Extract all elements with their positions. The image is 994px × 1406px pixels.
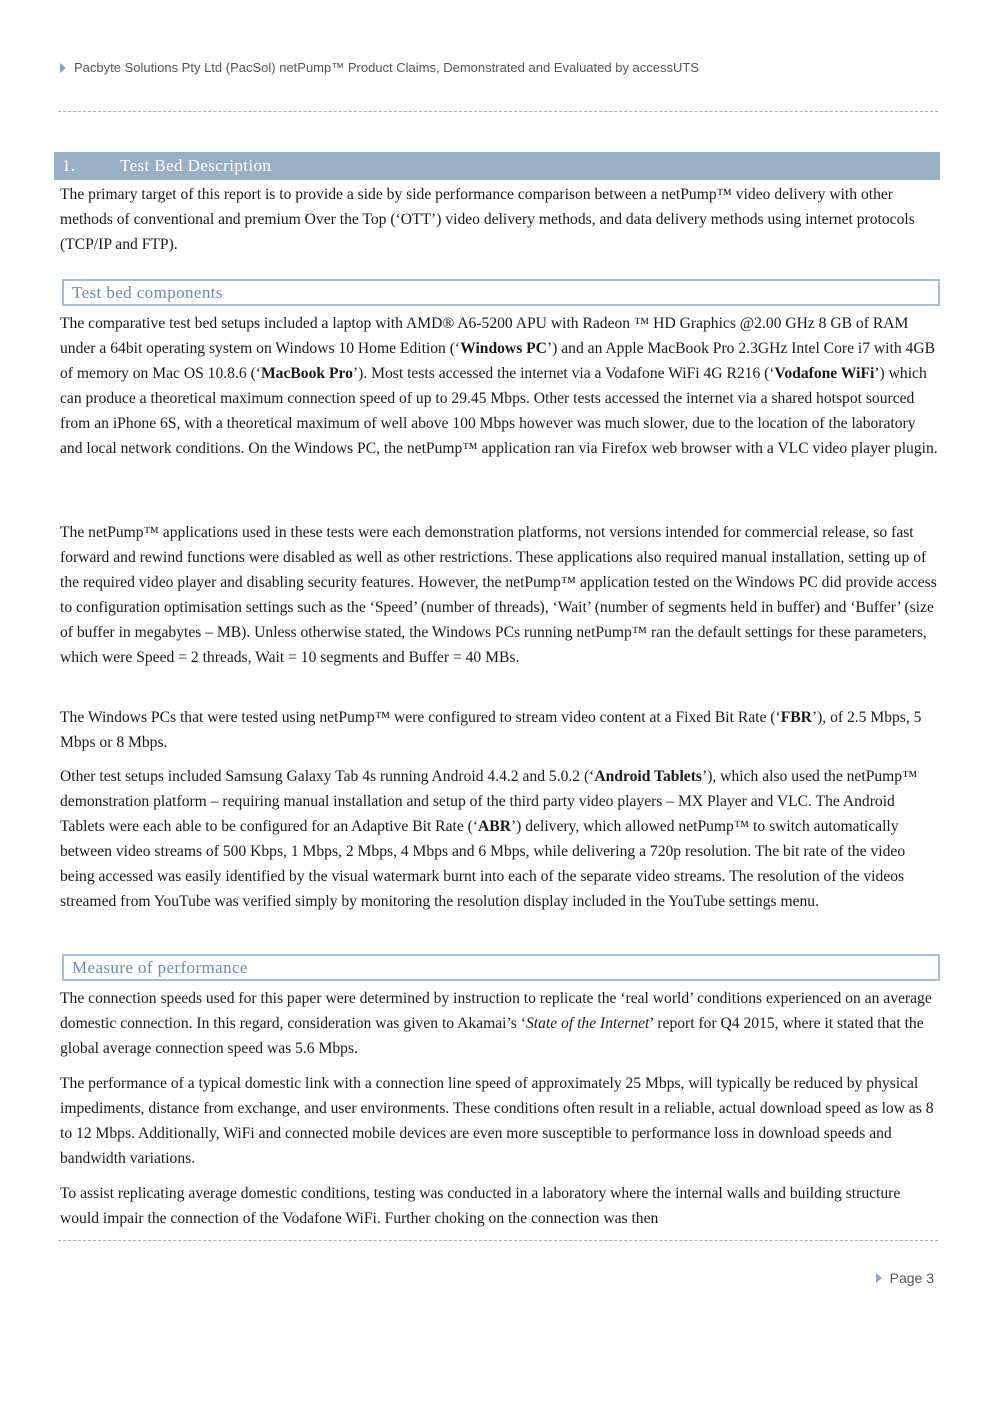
term-windows-pc: Windows PC [460, 340, 547, 357]
header-text: Pacbyte Solutions Pty Ltd (PacSol) netPump™ Product Claims, Demonstrated and Evaluated by accessUTS [74, 60, 700, 75]
subheading-measure-of-performance [62, 954, 940, 981]
section-title: Test Bed Description [120, 156, 272, 175]
page-footer [876, 1270, 934, 1286]
term-abr: ABR [478, 818, 511, 835]
components-paragraph-1: The comparative test bed setups included a laptop with AMD® A6-5200 APU with Radeon ™ HD Graphics @2.00 GHz 8 GB of RAM under a 64bit operating system on Windows 10 Home Edition (‘Windows PC’) and an Apple MacBook Pro 2.3GHz Intel Core i7 with 4GB of memory on Mac OS 10.8.6 (‘MacBook Pro’). Most tests accessed the internet via a Vodafone WiFi 4G R216 (‘Vodafone WiFi’) which can produce a theoretical maximum connection speed of up to 29.45 Mbps. Other tests accessed the internet via a shared hotspot sourced from an iPhone 6S, with a theoretical maximum of well above 100 Mbps however was much slower, due to the location of the laboratory and local network conditions. On the Windows PC, the netPump™ application ran via Firefox web browser with a VLC video player plugin. [60, 315, 938, 457]
term-fbr: FBR [780, 709, 812, 726]
header-divider [58, 111, 938, 112]
page-number: Page 3 [889, 1270, 934, 1286]
section-number: 1. [62, 156, 76, 175]
intro-paragraph: The primary target of this report is to provide a side by side performance comparison between a netPump™ video delivery with other methods of conventional and premium Over the Top (‘OTT’) video delivery methods, and data delivery methods using internet protocols (TCP/IP and FTP). [60, 186, 915, 253]
subheading-text: Test bed components [72, 282, 223, 302]
components-paragraph-3: The Windows PCs that were tested using netPump™ were configured to stream video content at a Fixed Bit Rate (‘FBR’), of 2.5 Mbps, 5 Mbps or 8 Mbps. [60, 709, 922, 751]
performance-paragraph-3: To assist replicating average domestic conditions, testing was conducted in a laboratory where the internal walls and building structure would impair the connection of the Vodafone WiFi. Further choking on the connection was then [60, 1185, 901, 1227]
triangle-bullet-icon [876, 1273, 882, 1283]
section-heading [54, 152, 940, 180]
performance-paragraph-2: The performance of a typical domestic link with a connection line speed of approximately 25 Mbps, will typically be reduced by physical impediments, distance from exchange, and user environments. These conditions often result in a reliable, actual download speed as low as 8 to 12 Mbps. Additionally, WiFi and connected mobile devices are even more susceptible to performance loss in download speeds and bandwidth variations. [60, 1075, 934, 1167]
components-paragraph-4: Other test setups included Samsung Galaxy Tab 4s running Android 4.4.2 and 5.0.2 (‘Android Tablets’), which also used the netPump™ demonstration platform – requiring manual installation and setup of the third party video players – MX Player and VLC. The Android Tablets were each able to be configured for an Adaptive Bit Rate (‘ABR’) delivery, which allowed netPump™ to switch automatically between video streams of 500 Kbps, 1 Mbps, 2 Mbps, 4 Mbps and 6 Mbps, while delivering a 720p resolution. The bit rate of the video being accessed was easily identified by the visual watermark burnt into each of the separate video streams. The resolution of the videos streamed from YouTube was verified simply by monitoring the resolution display included in the YouTube settings menu. [60, 768, 918, 910]
term-macbook-pro: MacBook Pro [260, 365, 353, 382]
subheading-test-bed-components [62, 279, 940, 306]
subheading-text: Measure of performance [72, 957, 248, 977]
triangle-bullet-icon [60, 63, 66, 73]
components-paragraph-2: The netPump™ applications used in these tests were each demonstration platforms, not versions intended for commercial release, so fast forward and rewind functions were disabled as well as other restrictions. These applications also required manual installation, setting up of the required video player and disabling security features. However, the netPump™ application tested on the Windows PC did provide access to configuration optimisation settings such as the ‘Speed’ (number of threads), ‘Wait’ (number of segments held in buffer) and ‘Buffer’ (size of buffer in megabytes – MB). Unless otherwise stated, the Windows PCs running netPump™ ran the default settings for these parameters, which were Speed = 2 threads, Wait = 10 segments and Buffer = 40 MBs. [60, 524, 937, 666]
performance-paragraph-1: The connection speeds used for this paper were determined by instruction to replicate the ‘real world’ conditions experienced on an average domestic connection. In this regard, consideration was given to Akamai’s ‘State of the Internet’ report for Q4 2015, where it stated that the global average connection speed was 5.6 Mbps. [60, 990, 932, 1057]
footer-divider [58, 1240, 938, 1241]
running-header [60, 60, 940, 75]
report-title: State of the Internet [525, 1015, 650, 1032]
term-vodafone-wifi: Vodafone WiFi [774, 365, 875, 382]
term-android-tablets: Android Tablets [594, 768, 702, 785]
